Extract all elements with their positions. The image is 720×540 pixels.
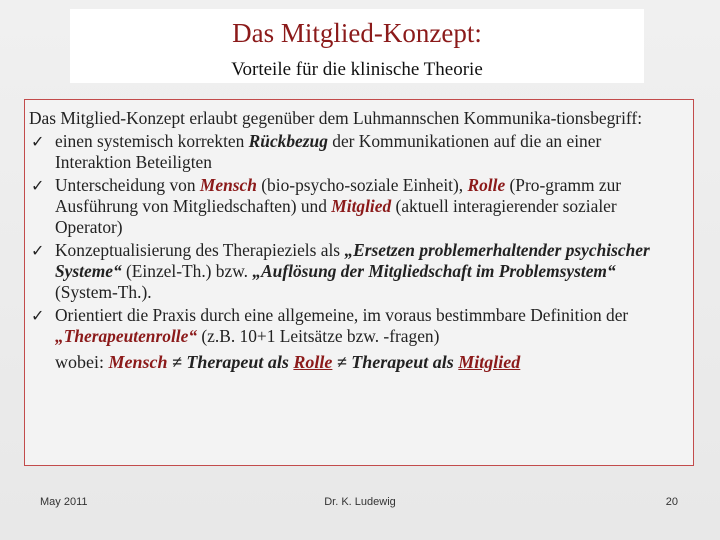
bullet-text: einen systemisch korrekten bbox=[55, 131, 249, 151]
bullet-item-praxis bbox=[29, 305, 681, 347]
title-box bbox=[70, 9, 644, 83]
bullet-item-rueckbezug bbox=[29, 131, 681, 173]
summary-text: ≠ Therapeut als bbox=[332, 352, 459, 372]
bullet-text: Orientiert die Praxis durch eine allgemeine, im voraus bestimmbare Definition der bbox=[55, 305, 629, 325]
bullet-text: der Kommunikationen auf die an einer Interaktion Beteiligten bbox=[55, 131, 602, 172]
intro-text: Das Mitglied-Konzept erlaubt gegenüber dem Luhmannschen Kommunika-tionsbegriff: bbox=[29, 108, 643, 128]
check-icon: ✓ bbox=[31, 132, 45, 151]
bullet-text: (System-Th.). bbox=[55, 282, 152, 302]
content-box bbox=[24, 99, 694, 466]
bullet-item-therapieziel bbox=[29, 240, 681, 303]
summary-mensch: Mensch bbox=[108, 352, 168, 372]
summary-rolle: Rolle bbox=[293, 352, 333, 372]
bullet-text: (Pro-gramm zur Ausführung von Mitgliedschaften) und bbox=[55, 175, 622, 216]
summary-mitglied: Mitglied bbox=[458, 352, 521, 372]
footer-date: May 2011 bbox=[40, 496, 88, 508]
summary-line bbox=[29, 352, 681, 373]
bullet-text: Unterscheidung von bbox=[55, 175, 200, 195]
emphasis-therapeutenrolle: „Therapeutenrolle“ bbox=[55, 326, 198, 346]
bullet-text: (bio-psycho-soziale Einheit), bbox=[256, 175, 468, 195]
bullet-list bbox=[29, 131, 681, 347]
summary-prefix: wobei: bbox=[55, 352, 109, 372]
footer-author: Dr. K. Ludewig bbox=[324, 496, 396, 508]
emphasis-mensch: Mensch bbox=[199, 175, 257, 195]
emphasis-rueckbezug: Rückbezug bbox=[248, 131, 328, 151]
emphasis-ersetzen: „Ersetzen problemerhaltender psychischer Systeme“ bbox=[55, 240, 650, 281]
emphasis-aufloesung: „Auflösung der Mitgliedschaft im Problemsystem“ bbox=[252, 261, 616, 281]
bullet-item-unterscheidung bbox=[29, 175, 681, 238]
footer-page-number: 20 bbox=[665, 496, 678, 508]
check-icon: ✓ bbox=[31, 306, 45, 325]
slide-title: Das Mitglied-Konzept: bbox=[232, 18, 482, 48]
slide-subtitle: Vorteile für die klinische Theorie bbox=[231, 58, 483, 80]
bullet-text: (Einzel-Th.) bzw. bbox=[121, 261, 253, 281]
summary-text: ≠ Therapeut als bbox=[167, 352, 294, 372]
bullet-text: (z.B. 10+1 Leitsätze bzw. -fragen) bbox=[197, 326, 440, 346]
emphasis-mitglied: Mitglied bbox=[331, 196, 392, 216]
emphasis-rolle: Rolle bbox=[467, 175, 506, 195]
bullet-text: Konzeptualisierung des Therapieziels als bbox=[55, 240, 345, 260]
check-icon: ✓ bbox=[31, 241, 45, 260]
check-icon: ✓ bbox=[31, 176, 45, 195]
bullet-text: (aktuell interagierender sozialer Operator) bbox=[55, 196, 617, 237]
